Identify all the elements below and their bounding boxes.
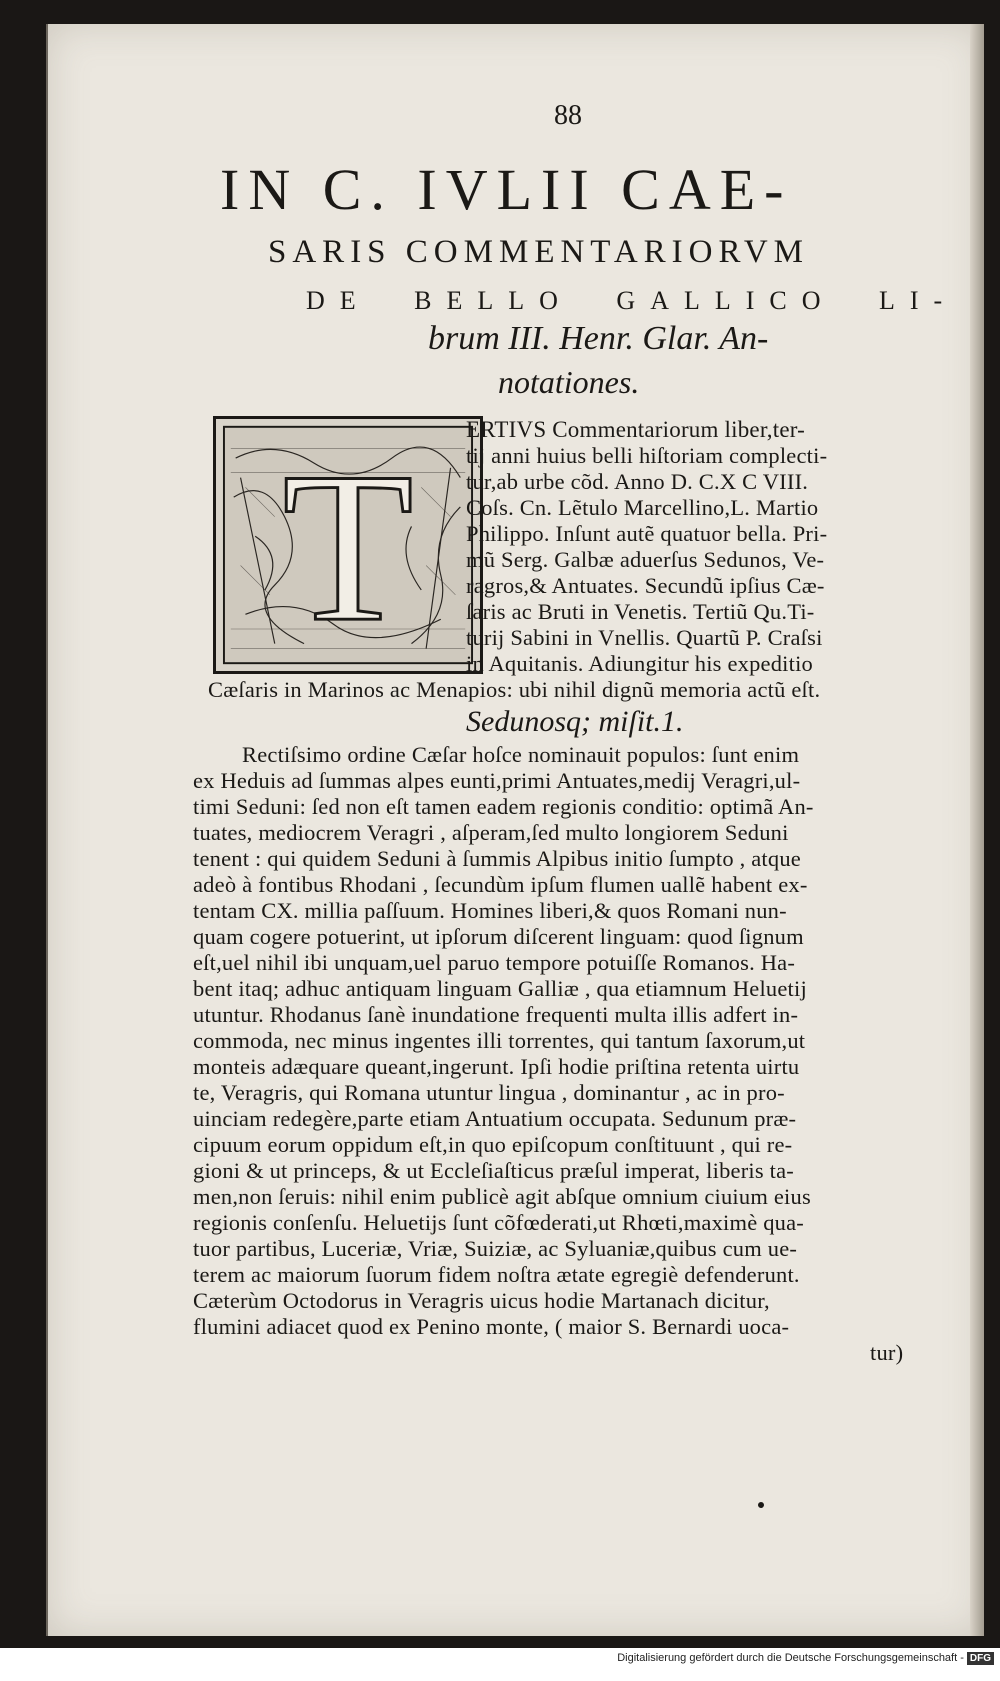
woodcut-initial-illustration (216, 419, 480, 671)
intro-line: ragros,& Antuates. Secundũ ipſius Cæ- (466, 573, 825, 598)
signature-dot (758, 1502, 764, 1508)
intro-line: ſaris ac Bruti in Venetis. Tertiũ Qu.Ti- (466, 599, 815, 624)
initial-letter: T (282, 429, 414, 667)
title-line-4: brum III. Henr. Glar. An- (428, 320, 769, 357)
intro-line: ERTIVS Commentariorum liber,ter- (466, 417, 805, 442)
intro-line: mũ Serg. Galbæ aduerſus Sedunos, Ve- (466, 547, 825, 572)
body-line: regionis conſenſu. Heluetijs ſunt cõfœderati,ut Rhœti,maximè qua- (193, 1210, 804, 1235)
body-line: te, Veragris, qui Romana utuntur lingua , dominantur , ac in pro- (193, 1080, 785, 1105)
body-line: Cæterùm Octodorus in Veragris uicus hodie Martanach dicitur, (193, 1288, 770, 1313)
title-line-3: DE BELLO GALLICO LI- (306, 286, 958, 315)
book-page (46, 24, 984, 1636)
digitization-footer (617, 1652, 994, 1665)
page-number: 88 (554, 100, 582, 131)
intro-line: turij Sabini in Vnellis. Quartũ P. Craſsi (466, 625, 823, 650)
body-line: tuates, mediocrem Veragri , aſperam,ſed multo longiorem Seduni (193, 820, 789, 845)
title-line-2: SARIS COMMENTARIORVM (268, 234, 810, 270)
title-line-5: notationes. (498, 364, 640, 400)
page-edge (970, 24, 984, 1636)
body-line: Rectiſsimo ordine Cæſar hoſce nominauit populos: ſunt enim (242, 742, 800, 767)
dfg-logo: DFG (967, 1652, 994, 1665)
body-line: ex Heduis ad ſummas alpes eunti,primi Antuates,medij Veragri,ul- (193, 768, 801, 793)
body-line: quam cogere potuerint, ut ipſorum diſcerent linguam: quod ſignum (193, 924, 804, 949)
footer-text: Digitalisierung gefördert durch die Deutsche Forschungsgemeinschaft - (617, 1652, 964, 1664)
lemma-heading: Sedunosq; miſit.1. (466, 705, 684, 738)
body-line: tur) (870, 1340, 904, 1365)
woodcut-initial (213, 416, 483, 674)
body-line: tuor partibus, Luceriæ, Vriæ, Suiziæ, ac Syluaniæ,quibus cum ue- (193, 1236, 798, 1261)
body-line: gioni & ut princeps, & ut Eccleſiaſticus præſul imperat, liberis ta- (193, 1158, 794, 1183)
body-line: monteis adæquare queant,ingerunt. Ipſi hodie priſtina retenta uirtu (193, 1054, 800, 1079)
intro-line-full: Cæſaris in Marinos ac Menapios: ubi nihil dignũ memoria actũ eſt. (208, 677, 821, 702)
body-line: men,non ſeruis: nihil enim publicè agit abſque omnium ciuium eius (193, 1184, 811, 1209)
intro-line: Coſs. Cn. Lẽtulo Marcellino,L. Martio (466, 495, 819, 520)
title-line-1: IN C. IVLII CAE- (220, 157, 793, 222)
body-line: utuntur. Rhodanus ſanè inundatione frequenti multa illis adfert in- (193, 1002, 799, 1027)
body-line: bent itaq; adhuc antiquam linguam Galliæ , qua etiamnum Heluetij (193, 976, 807, 1001)
intro-line: in Aquitanis. Adiungitur his expeditio (466, 651, 813, 676)
intro-line: Philippo. Inſunt autẽ quatuor bella. Pri- (466, 521, 828, 546)
body-line: flumini adiacet quod ex Penino monte, ( maior S. Bernardi uoca- (193, 1314, 790, 1339)
intro-line: tur,ab urbe cõd. Anno D. C.X C VIII. (466, 469, 809, 494)
body-line: commoda, nec minus ingentes illi torrentes, qui tantum ſaxorum,ut (193, 1028, 806, 1053)
body-line: tentam CX. millia paſſuum. Homines liberi,& quos Romani nun- (193, 898, 787, 923)
body-line: timi Seduni: ſed non eſt tamen eadem regionis conditio: optimã An- (193, 794, 814, 819)
body-line: cipuum eorum oppidum eſt,in quo epiſcopum conſtituunt , qui re- (193, 1132, 793, 1157)
body-line: terem ac maiorum ſuorum fidem noſtra ætate egregiè defenderunt. (193, 1262, 800, 1287)
body-line: uinciam redegère,parte etiam Antuatium occupata. Sedunum præ- (193, 1106, 797, 1131)
body-line: tenent : qui quidem Seduni à ſummis Alpibus initio ſumpto , atque (193, 846, 801, 871)
intro-line: tij anni huius belli hiſtoriam complecti- (466, 443, 828, 468)
body-line: adeò à fontibus Rhodani , ſecundùm ipſum flumen uallẽ habent ex- (193, 872, 808, 897)
body-line: eſt,uel nihil ibi unquam,uel paruo tempore potuiſſe Romanos. Ha- (193, 950, 796, 975)
